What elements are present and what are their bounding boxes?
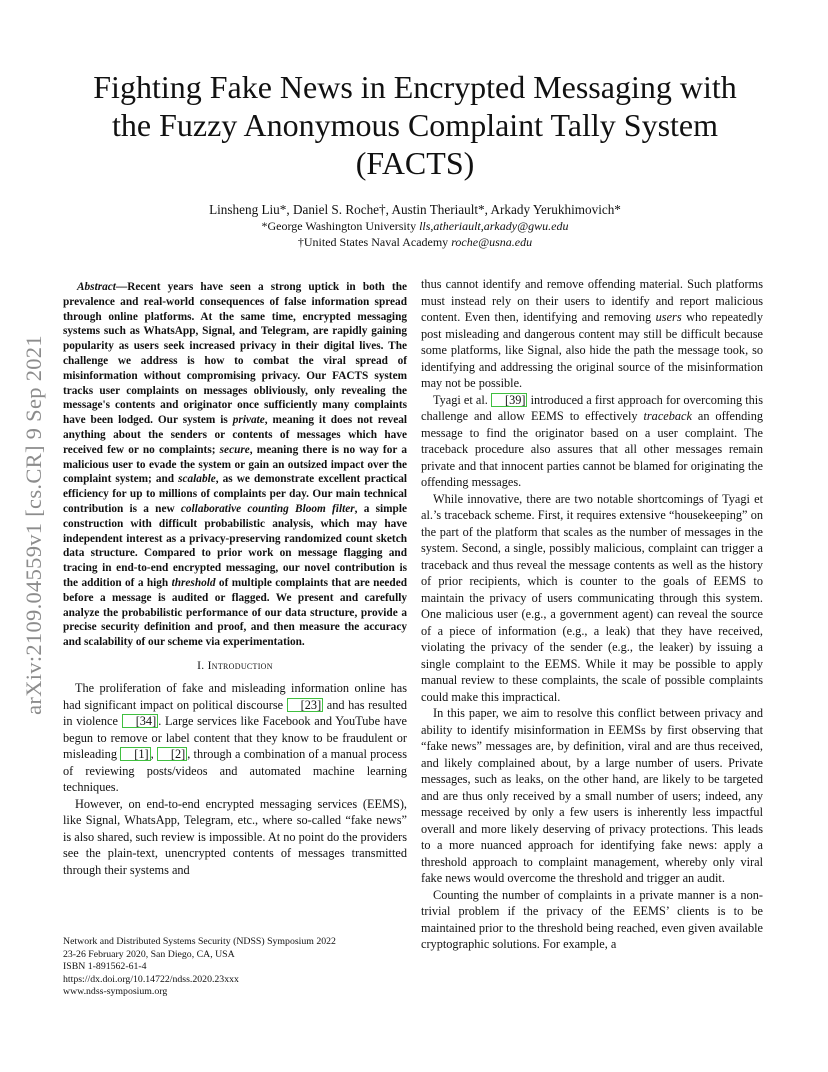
intro-paragraph-7: Counting the number of complaints in a private manner is a non-trivial problem if the privacy of the EEMS’ clients is to be maintained prior to the threshold being reached, even given available cryptographic solutions. For example, a — [421, 887, 763, 951]
arxiv-side-identifier — [4, 295, 64, 755]
citation-link[interactable]: [23] — [287, 698, 324, 712]
left-column — [63, 280, 407, 878]
conference-footnote — [63, 936, 403, 999]
intro-paragraph-1 — [63, 680, 407, 796]
abstract-emph: collaborative counting Bloom filter — [180, 502, 355, 515]
abstract-emph: threshold — [171, 576, 216, 589]
citation-link[interactable]: [39] — [491, 393, 528, 407]
affiliations — [60, 218, 770, 250]
abstract-label: Abstract — [77, 281, 116, 293]
paragraph-text: introduced a first approach for overcoming this challenge and allow EEMS to effectively — [421, 392, 763, 423]
abstract-text: , meaning it does not reveal anything about the senders or contents of messages which have received few or no complaints; — [63, 414, 407, 456]
affiliation-gwu — [60, 218, 770, 234]
section-heading-introduction: I. Introduction — [197, 659, 273, 672]
abstract-emph: secure — [219, 443, 250, 456]
intro-paragraph-2: However, on end-to-end encrypted messaging services (EEMS), like Signal, WhatsApp, Telegram, etc., where so-called “fake news” is also shared, such review is impossible. At no point do the providers see the plain-text, unencrypted contents of messages transmitted through their systems and — [63, 796, 407, 877]
emphasized-text: traceback — [643, 409, 692, 423]
title-line-1: Fighting Fake News in Encrypted Messaging with — [93, 69, 737, 105]
intro-paragraph-4 — [421, 392, 763, 491]
affiliation-gwu-name: *George Washington University — [261, 219, 420, 233]
intro-paragraph-3 — [421, 276, 763, 392]
abstract — [63, 280, 407, 650]
citation-link[interactable]: [1] — [120, 747, 150, 761]
title-line-3: (FACTS) — [355, 145, 475, 181]
abstract-text: —Recent years have seen a strong uptick in both the prevalence and real-world consequences of false information spread through online platforms. At the same time, encrypted messaging systems such as WhatsApp, Signal, and Telegram, are rapidly gaining popularity as users seek increased privacy in their digital lives. The challenge we address is how to combat the viral spread of misinformation without compromising privacy. Our FACTS system tracks user complaints on messages obliviously, only revealing the message's contents and originator once sufficiently many complaints have been lodged. Our system is — [63, 281, 407, 427]
footnote-line: Network and Distributed Systems Security (NDSS) Symposium 2022 — [63, 936, 336, 947]
paragraph-text: thus cannot identify and remove offending material. Such platforms must instead rely on their users to identify and report malicious content. Even then, identifying and removing — [421, 277, 763, 324]
author-list: Linsheng Liu*, Daniel S. Roche†, Austin Theriault*, Arkady Yerukhimovich* — [209, 202, 621, 217]
affiliation-usna-name: †United States Naval Academy — [297, 235, 452, 249]
paragraph-text: The proliferation of fake and misleading information online has had significant impact on political discourse — [63, 681, 407, 712]
paragraph-text: , — [150, 747, 157, 762]
abstract-text: , a simple construction with difficult probabilistic analysis, which may have independent interest as a privacy-preserving randomized count sketch data structure. Compared to prior work on message flagging and tracing in end-to-end encrypted messaging, our novel contribution is the addition of a high — [63, 502, 407, 589]
footnote-line: ISBN 1-891562-61-4 — [63, 961, 147, 973]
paragraph-text: , through a combination of a manual process of reviewing posts/videos and automated machine learning techniques. — [63, 747, 407, 795]
citation-link[interactable]: [34] — [122, 714, 159, 728]
paragraph-text: Tyagi et al. — [433, 392, 491, 407]
paragraph-text: and has resulted in violence — [63, 697, 407, 729]
intro-paragraph-6: In this paper, we aim to resolve this conflict between privacy and ability to identify misinformation in EEMSs by first observing that “fake news” messages are, by definition, viral and are thus received, and likely complained about, by a large number of users. Private messages, such as leaks, on the other hand, are likely to be targeted and are thus only received by a small number of users; indeed, any message received by only a few users is inherently less impactful overall and more likely deserving of privacy protections. This leads to a more nuanced approach for identifying fake news: apply a threshold approach to complaint management, whereby only viral fake news would overcome the threshold and trigger an audit. — [421, 706, 763, 885]
citation-link[interactable]: [2] — [157, 747, 187, 761]
paragraph-text: who repeatedly post misleading and dangerous content may still be difficult because some platforms, like Signal, also hide the path the message took, so identifying and addressing the original source of the misinformation may not be possible. — [421, 310, 763, 390]
abstract-emph: private — [232, 414, 265, 427]
paper-title — [60, 68, 770, 182]
footnote-line: 23-26 February 2020, San Diego, CA, USA — [63, 948, 235, 960]
footnote-website-link[interactable]: www.ndss-symposium.org — [63, 986, 168, 998]
intro-paragraph-5: While innovative, there are two notable shortcomings of Tyagi et al.’s traceback scheme. First, it requires extensive “housekeeping” on the part of the platform that scales as the number of messages in the system. Second, a single, possibly malicious, complaint can trigger a traceback and thus reveal the message contents as well as the history of prior recipients, which is counter to the goals of EEMS to maintain the privacy of users communicating through this system. One malicious user (e.g., a government agent) can reveal the source of a piece of information (e.g., a leak) that they have received, violating the privacy of the sender (e.g., the leaker) by issuing a single complaint to the EEMS. While it may be possible to apply manual review to these complaints, the scale of possible complaints could make this impractical. — [421, 491, 763, 704]
title-line-2: the Fuzzy Anonymous Complaint Tally System — [111, 107, 719, 143]
paragraph-text: an offending message to find the originator based on a user complaint. The traceback procedure also assures that all other messages remain private and that innocent parties cannot be blamed for originating the offending messages. — [421, 409, 763, 489]
arxiv-id-text: arXiv:2109.04559v1 [cs.CR] 9 Sep 2021 — [21, 335, 46, 715]
abstract-text: , as we demonstrate excellent practical efficiency for up to millions of complaints per day. Our main technical contribution is a new — [63, 473, 407, 515]
abstract-emph: scalable — [178, 473, 216, 486]
emphasized-text: users — [655, 310, 682, 324]
paragraph-text: . Large services like Facebook and YouTube have begun to remove or label content that they know to be fraudulent or misleading — [63, 714, 407, 762]
abstract-text: , meaning there is no way for a malicious user to evade the system or gain an outsized impact over the complaint system; and — [63, 443, 407, 486]
affiliation-gwu-email: lls,atheriault,arkady@gwu.edu — [419, 219, 569, 233]
right-column — [421, 276, 763, 953]
affiliation-usna — [60, 234, 770, 250]
abstract-text: of multiple complaints that are needed before a message is audited or flagged. We present and carefully analyze the probabilistic performance of our data structure, provide a precise security definition and proof, and then measure the accuracy and scalability of our scheme via experimentation. — [63, 576, 407, 649]
affiliation-usna-email: roche@usna.edu — [451, 235, 533, 249]
footnote-doi-link[interactable]: https://dx.doi.org/10.14722/ndss.2020.23xxx — [63, 973, 239, 985]
